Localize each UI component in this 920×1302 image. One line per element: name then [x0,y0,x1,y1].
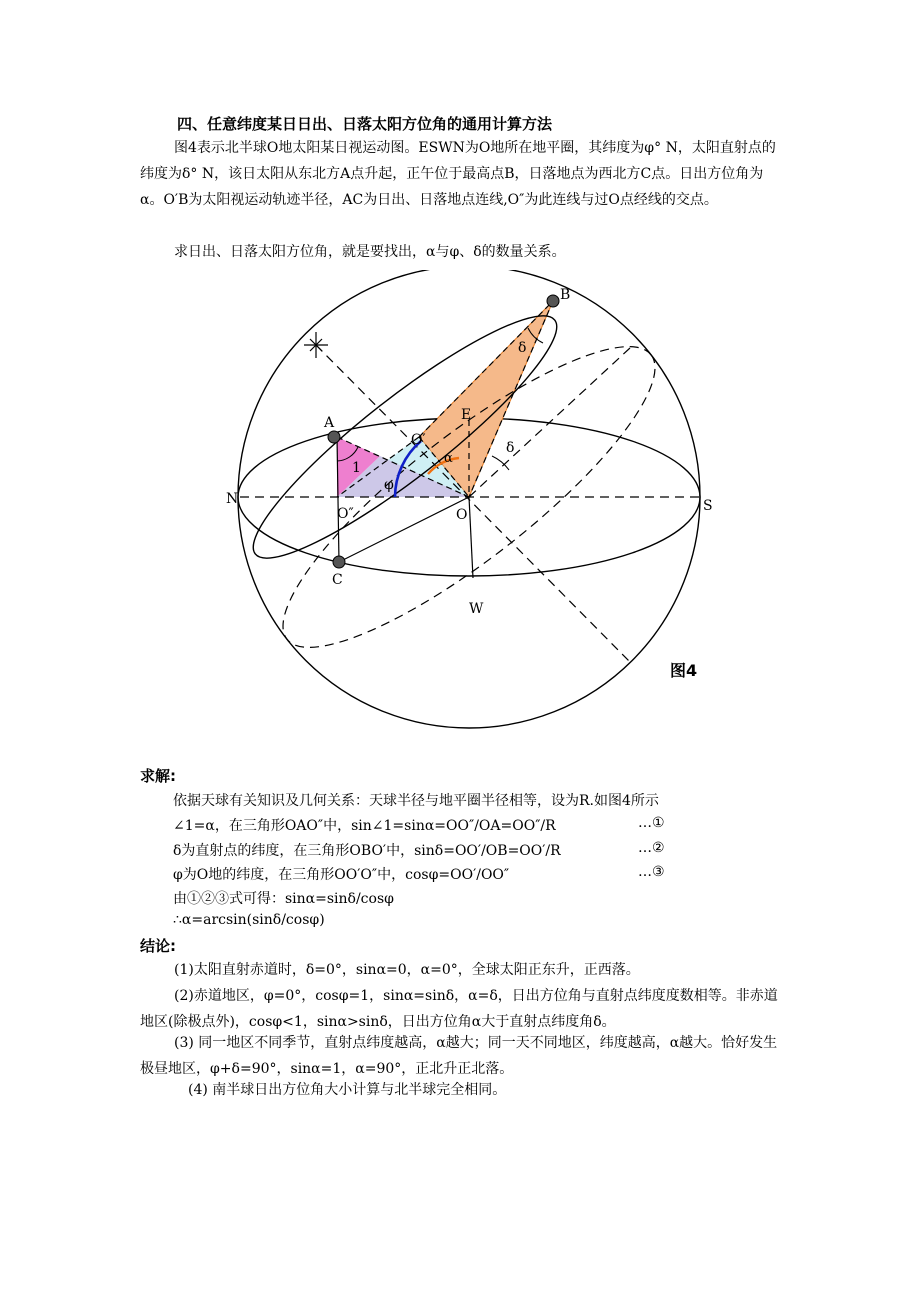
derivation-line: 由①②③式可得：sinα=sinδ/cosφ [173,891,394,907]
solution-heading: 求解: [140,767,176,785]
label-delta-top: δ [518,340,527,356]
equation-2-mark: …② [638,840,665,856]
ew-line-lower [469,497,473,578]
label-c: C [332,572,343,588]
result-line: ∴α=arcsin(sinδ/cosφ) [173,912,325,928]
label-o: O [456,507,468,523]
point-a-node [328,431,340,443]
equation-3-mark: …③ [638,864,665,880]
label-delta-right: δ [506,440,515,456]
solution-premise: 依据天球有关知识及几何关系：天球半径与地平圈半径相等，设为R.如图4所示 [173,793,659,809]
label-e: E [461,407,472,423]
label-alpha: α [444,451,453,466]
conclusion-item-2: (2)赤道地区，φ=0°，cosφ=1，sinα=sinδ，α=δ，日出方位角与直射点纬度度数相等。非赤道地区(除极点外)，cosφ<1，sinα>sinδ，日出方位角α大于直射点纬度角δ。 [140,988,778,1030]
equation-3: φ为O地的纬度，在三角形OO′O″中，cosφ=OO′/OO″ [173,867,510,883]
label-phi: φ [384,477,394,493]
figure-caption: 图4 [670,661,698,680]
label-o-double-prime: O″ [337,506,354,522]
equation-2: δ为直射点的纬度，在三角形OBO′中，sinδ=OO′/OB=OO′/R [173,843,561,859]
section-title: 四、任意纬度某日日出、日落太阳方位角的通用计算方法 [177,115,553,133]
label-b: B [560,287,571,303]
equation-1: ∠1=α，在三角形OAO″中，sin∠1=sinα=OO″/OA=OO″/R [173,818,556,834]
conclusion-item-3: (3) 同一地区不同季节，直射点纬度越高，α越大；同一天不同地区，纬度越高，α越大。恰好发生极昼地区，φ+δ=90°，sinα=1，α=90°，正北升正北落。 [140,1035,778,1077]
label-a: A [324,415,335,431]
point-c-node [333,556,345,568]
conclusion-heading: 结论: [140,937,176,955]
conclusion-item-1: (1)太阳直射赤道时，δ=0°，sinα=0，α=0°，全球太阳正东升，正西落。 [174,962,640,978]
label-angle-1: 1 [352,460,361,476]
celestial-sphere-figure [0,270,920,750]
point-b-node [547,295,559,307]
conclusion-item-4: (4) 南半球日出方位角大小计算与北半球完全相同。 [188,1082,507,1098]
equation-1-mark: …① [638,815,665,831]
question-paragraph: 求日出、日落太阳方位角，就是要找出，α与φ、δ的数量关系。 [174,244,566,260]
label-n: N [226,491,239,507]
intro-paragraph: 图4表示北半球O地太阳某日视运动图。ESWN为O地所在地平圈，其纬度为φ° N，太阳直射点的纬度为δ° N，该日太阳从东北方A点升起，正午位于最高点B，日落地点为西北方C点。日出方位角为α。O′B为太阳视运动轨迹半径，AC为日出、日落地点连线,O″为此连线与过O点经线的交点。 [140,140,776,208]
polaris-star-icon [304,332,328,358]
label-o-prime: O′ [411,432,426,448]
label-s: S [703,498,713,514]
line-oc [339,497,469,562]
label-w: W [469,601,484,617]
